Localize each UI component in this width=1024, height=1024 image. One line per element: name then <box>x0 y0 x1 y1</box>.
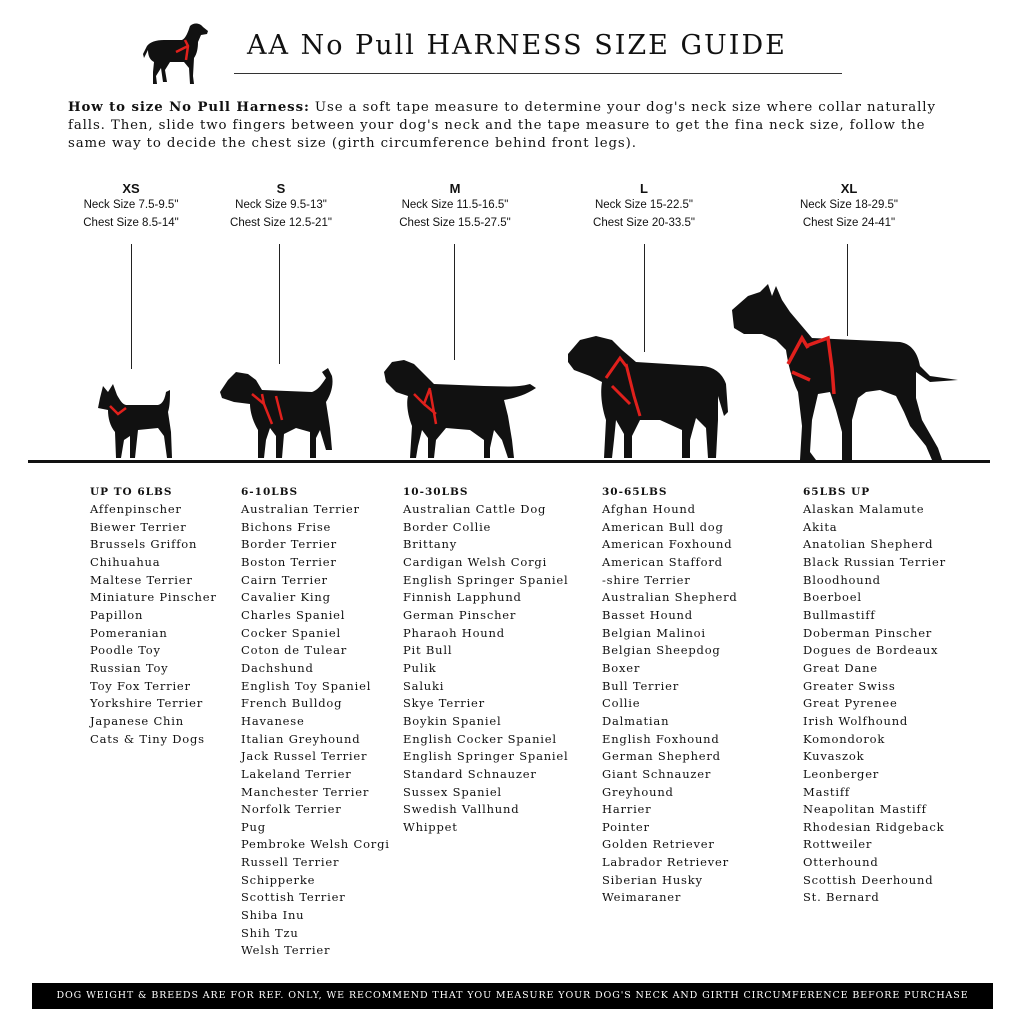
breed-item: Irish Wolfhound <box>803 713 909 728</box>
size-neck: Neck Size 9.5-13" <box>235 199 327 211</box>
breed-item: Toy Fox Terrier <box>90 678 191 693</box>
dog-silhouettes <box>0 0 1024 470</box>
breed-item: Dachshund <box>241 660 314 675</box>
breed-item: French Bulldog <box>241 696 343 711</box>
breed-item: Shih Tzu <box>241 925 299 940</box>
breed-item: Scottish Terrier <box>241 890 346 905</box>
breed-item: Cats & Tiny Dogs <box>90 731 205 746</box>
breed-item: Rottweiler <box>803 837 873 852</box>
breed-list <box>241 501 390 960</box>
breed-item: Lakeland Terrier <box>241 766 352 781</box>
breed-item: Biewer Terrier <box>90 519 187 534</box>
page-title: AA No Pull HARNESS SIZE GUIDE <box>247 30 787 61</box>
breed-item: Kuvaszok <box>803 749 865 764</box>
breed-item: Rhodesian Ridgeback <box>803 819 945 834</box>
breed-item: Coton de Tulear <box>241 643 348 658</box>
size-name: XL <box>840 181 858 196</box>
breed-item: English Cocker Spaniel <box>403 731 557 746</box>
breed-item: Havanese <box>241 713 305 728</box>
breed-item: Basset Hound <box>602 607 693 622</box>
breed-item: Affenpinscher <box>90 502 182 516</box>
dog-xl-icon <box>732 284 958 460</box>
breed-item: Cardigan Welsh Corgi <box>403 554 548 569</box>
breed-item: Charles Spaniel <box>241 607 346 622</box>
breed-item: Boxer <box>602 660 641 675</box>
breed-item: Boston Terrier <box>241 554 337 569</box>
breed-item: Akita <box>803 519 838 534</box>
breed-item: Dalmatian <box>602 713 670 728</box>
breed-item: Pomeranian <box>90 625 168 640</box>
size-name: XS <box>122 181 140 196</box>
breed-column-xl <box>803 485 946 907</box>
breed-item: Poodle Toy <box>90 643 161 658</box>
size-chest: Chest Size 12.5-21" <box>230 216 332 229</box>
breed-item: Belgian Malinoi <box>602 625 706 640</box>
breed-item: Japanese Chin <box>90 713 184 728</box>
dog-l-icon <box>568 336 728 458</box>
breed-item: Belgian Sheepdog <box>602 643 721 658</box>
breed-item: Norfolk Terrier <box>241 802 342 817</box>
breed-item: Sussex Spaniel <box>403 784 502 799</box>
breed-item: Weimaraner <box>602 890 682 905</box>
breed-item: Cocker Spaniel <box>241 625 341 640</box>
breed-item: Brittany <box>403 537 458 552</box>
breed-item: St. Bernard <box>803 890 880 905</box>
dog-xs-icon <box>98 384 172 458</box>
size-chest: Chest Size 20-33.5" <box>593 216 695 229</box>
size-name: L <box>640 181 648 196</box>
breed-item: Labrador Retriever <box>602 855 729 870</box>
size-chest: Chest Size 24-41" <box>802 216 896 229</box>
breed-item: Komondorok <box>803 731 886 746</box>
breed-column-xs <box>90 485 217 748</box>
breed-item: Siberian Husky <box>602 872 703 887</box>
breed-item: Border Terrier <box>241 537 337 552</box>
breed-item: Papillon <box>90 607 144 622</box>
breed-item: American Bull dog <box>602 519 724 534</box>
dog-m-icon <box>384 360 536 458</box>
breed-item: Pointer <box>602 819 650 834</box>
breed-item: Cavalier King <box>241 590 331 605</box>
breed-item: Harrier <box>602 802 652 817</box>
size-chest: Chest Size 8.5-14" <box>83 216 179 229</box>
breed-item: Scottish Deerhound <box>803 872 934 887</box>
breed-column-m <box>403 485 569 836</box>
breed-item: Great Dane <box>803 660 878 675</box>
breed-item: Alaskan Malamute <box>803 502 925 516</box>
breed-item: Bichons Frise <box>241 519 332 534</box>
breed-item: Manchester Terrier <box>241 784 370 799</box>
breed-item: Australian Shepherd <box>602 590 738 605</box>
breed-item: Doberman Pinscher <box>803 625 933 640</box>
breed-item: Yorkshire Terrier <box>90 696 204 711</box>
breed-item: Saluki <box>403 678 445 693</box>
breed-list <box>803 501 946 907</box>
breed-item: Australian Terrier <box>241 502 360 516</box>
weight-heading: UP TO 6LBS <box>90 486 173 498</box>
ground-line <box>28 460 990 463</box>
breed-item: American Stafford <box>602 554 723 569</box>
breed-column-l <box>602 485 738 907</box>
breed-list <box>403 501 569 836</box>
footer-disclaimer: DOG WEIGHT & BREEDS ARE FOR REF. ONLY, WE RECOMMEND THAT YOU MEASURE YOUR DOG'S NECK AND GIRTH CIRCUMFERENCE BEFORE PURCHASE <box>32 983 993 1009</box>
breed-item: German Pinscher <box>403 607 517 622</box>
breed-item: Bloodhound <box>803 572 881 587</box>
weight-heading: 65LBS UP <box>803 486 871 498</box>
breed-list <box>90 501 217 748</box>
breed-item: Russian Toy <box>90 660 169 675</box>
size-name: M <box>449 181 461 196</box>
breed-item: English Toy Spaniel <box>241 678 372 693</box>
breed-item: Swedish Vallhund <box>403 802 520 817</box>
breed-item: Cairn Terrier <box>241 572 328 587</box>
breed-item: Jack Russel Terrier <box>241 749 368 764</box>
breed-item: American Foxhound <box>602 537 733 552</box>
breed-item: Whippet <box>403 819 458 834</box>
breed-item: Skye Terrier <box>403 696 485 711</box>
breed-item: Greater Swiss <box>803 678 896 693</box>
breed-item: Chihuahua <box>90 554 161 569</box>
breed-item: Leonberger <box>803 766 880 781</box>
weight-heading: 6-10LBS <box>241 486 299 498</box>
size-neck: Neck Size 18-29.5" <box>799 199 899 211</box>
breed-item: English Springer Spaniel <box>403 572 569 587</box>
breed-item: Black Russian Terrier <box>803 554 946 569</box>
breed-item: Pit Bull <box>403 643 453 658</box>
breed-item: Russell Terrier <box>241 855 340 870</box>
breed-item: Otterhound <box>803 855 879 870</box>
weight-heading: 30-65LBS <box>602 486 668 498</box>
breed-list <box>602 501 738 907</box>
breed-item: -shire Terrier <box>602 572 691 587</box>
breed-item: Maltese Terrier <box>90 572 193 587</box>
intro-lead: How to size No Pull Harness: <box>68 100 310 115</box>
breed-item: Golden Retriever <box>602 837 715 852</box>
breed-item: Standard Schnauzer <box>403 766 537 781</box>
breed-item: Afghan Hound <box>602 502 696 516</box>
breed-item: Australian Cattle Dog <box>403 502 547 516</box>
breed-item: Boerboel <box>803 590 862 605</box>
weight-heading: 10-30LBS <box>403 486 469 498</box>
size-neck: Neck Size 15-22.5" <box>594 199 694 211</box>
breed-item: Dogues de Bordeaux <box>803 643 939 658</box>
breed-item: Great Pyrenee <box>803 696 898 711</box>
breed-item: Anatolian Shepherd <box>803 537 934 552</box>
size-name: S <box>276 181 286 196</box>
breed-item: English Springer Spaniel <box>403 749 569 764</box>
breed-item: Border Collie <box>403 519 492 534</box>
breed-item: Pembroke Welsh Corgi <box>241 837 390 852</box>
breed-item: Miniature Pinscher <box>90 590 217 605</box>
breed-item: Finnish Lapphund <box>403 590 522 605</box>
breed-item: Boykin Spaniel <box>403 713 502 728</box>
breed-item: Collie <box>602 696 641 711</box>
dog-s-icon <box>220 368 333 458</box>
breed-item: English Foxhound <box>602 731 720 746</box>
intro-text: Use a soft tape measure to determine your dog's neck size where collar naturally falls. Then, slide two fingers between your dog's neck and the tape measure to get the fina neck size, follow the same way to decide the chest size (girth circumference behind front legs). <box>68 100 936 151</box>
breed-item: Greyhound <box>602 784 674 799</box>
breed-item: Mastiff <box>803 784 850 799</box>
breed-item: Shiba Inu <box>241 908 305 923</box>
breed-item: Giant Schnauzer <box>602 766 712 781</box>
breed-item: Schipperke <box>241 872 316 887</box>
breed-item: Neapolitan Mastiff <box>803 802 927 817</box>
breed-item: Bullmastiff <box>803 607 876 622</box>
breed-item: Pulik <box>403 660 437 675</box>
breed-item: Brussels Griffon <box>90 537 198 552</box>
size-chest: Chest Size 15.5-27.5" <box>399 216 511 229</box>
breed-item: Welsh Terrier <box>241 943 331 958</box>
breed-item: Bull Terrier <box>602 678 680 693</box>
breed-item: German Shepherd <box>602 749 721 764</box>
breed-item: Pug <box>241 819 266 834</box>
size-neck: Neck Size 11.5-16.5" <box>401 199 509 211</box>
breed-column-s <box>241 485 390 960</box>
size-neck: Neck Size 7.5-9.5" <box>83 199 179 211</box>
breed-item: Italian Greyhound <box>241 731 361 746</box>
breed-item: Pharaoh Hound <box>403 625 505 640</box>
